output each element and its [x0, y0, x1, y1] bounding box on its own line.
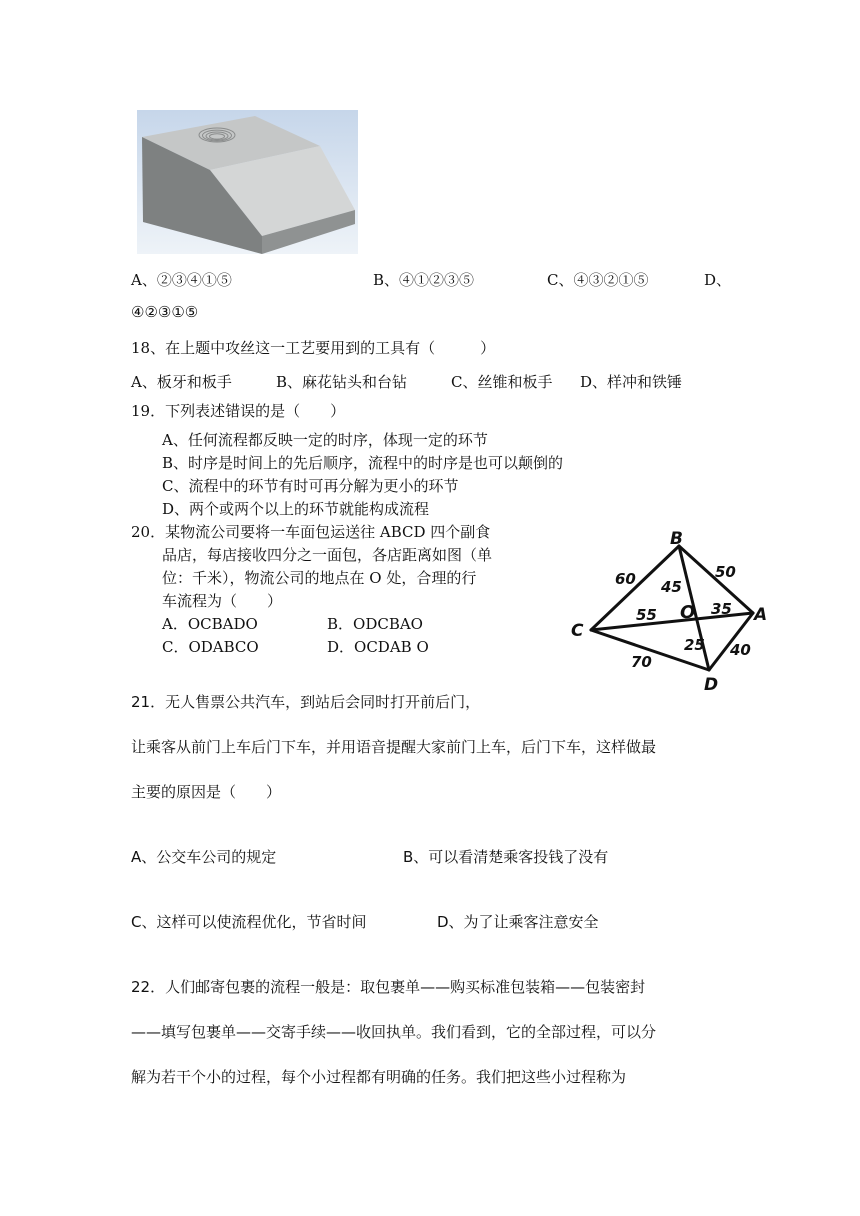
- node-label-d: D: [704, 675, 719, 695]
- q21-option-d: D、为了让乘客注意安全: [437, 913, 599, 931]
- q22-line-1: 22．人们邮寄包裹的流程一般是：取包裹单——购买标准包装箱——包装密封: [131, 978, 646, 996]
- q18-option-b: B、麻花钻头和台钻: [276, 373, 408, 391]
- q20-option-b: B．ODCBAO: [327, 615, 423, 633]
- q18-option-d: D、样冲和铁锤: [580, 373, 683, 391]
- q20-option-a: A．OCBADO: [162, 615, 258, 633]
- q20-stem-line-3: 位：千米），物流公司的地点在 O 处，合理的行: [162, 569, 477, 587]
- q19-option-c: C、流程中的环节有时可再分解为更小的环节: [162, 477, 459, 495]
- q20-stem-line-1: 20．某物流公司要将一车面包运送往 ABCD 四个副食: [131, 523, 491, 541]
- q19-stem: 19．下列表述错误的是（ ）: [131, 402, 346, 420]
- edge-label-oa: 35: [711, 600, 732, 618]
- threaded-block-figure: [137, 110, 358, 254]
- node-label-o: O: [680, 602, 696, 623]
- edge-label-cd: 70: [631, 653, 652, 671]
- edge-label-cb: 60: [615, 570, 636, 588]
- q22-line-3: 解为若干个小的过程，每个小过程都有明确的任务。我们把这些小过程称为: [131, 1068, 627, 1086]
- edge-label-od: 25: [684, 636, 705, 654]
- edge-label-ba: 50: [715, 563, 736, 581]
- q21-option-b: B、可以看清楚乘客投钱了没有: [403, 848, 609, 866]
- edge-label-ad: 40: [730, 641, 751, 659]
- q17-option-a: A、②③④①⑤: [131, 271, 232, 289]
- q17-option-d: D、: [704, 271, 732, 289]
- q20-stem-line-4: 车流程为（ ）: [162, 592, 283, 610]
- edge-label-ob: 45: [661, 578, 682, 596]
- q17-option-b: B、④①②③⑤: [373, 271, 475, 289]
- q19-option-a: A、任何流程都反映一定的时序，体现一定的环节: [162, 431, 488, 449]
- q19-option-d: D、两个或两个以上的环节就能构成流程: [162, 500, 430, 518]
- q19-option-b: B、时序是时间上的先后顺序，流程中的时序是也可以颠倒的: [162, 454, 564, 472]
- distance-graph: [566, 520, 780, 696]
- q21-stem-line-3: 主要的原因是（ ）: [131, 783, 282, 801]
- q18-stem: 18、在上题中攻丝这一工艺要用到的工具有（ ）: [131, 339, 496, 357]
- q17-option-d-continued: ④②③①⑤: [131, 303, 199, 321]
- node-label-b: B: [670, 529, 683, 549]
- q22-line-2: ——填写包裹单——交寄手续——收回执单。我们看到，它的全部过程，可以分: [131, 1023, 657, 1041]
- edge-label-co: 55: [636, 606, 657, 624]
- q21-stem-line-1: 21．无人售票公共汽车，到站后会同时打开前后门，: [131, 693, 481, 711]
- q20-option-d: D．OCDAB O: [327, 638, 429, 656]
- q21-stem-line-2: 让乘客从前门上车后门下车，并用语音提醒大家前门上车，后门下车，这样做最: [131, 738, 657, 756]
- q21-option-a: A、公交车公司的规定: [131, 848, 277, 866]
- node-label-c: C: [571, 621, 584, 641]
- q18-option-a: A、板牙和板手: [131, 373, 232, 391]
- node-label-a: A: [754, 605, 768, 625]
- q21-option-c: C、这样可以使流程优化，节省时间: [131, 913, 367, 931]
- q17-option-c: C、④③②①⑤: [547, 271, 649, 289]
- q18-option-c: C、丝锥和板手: [451, 373, 553, 391]
- q20-option-c: C．ODABCO: [162, 638, 259, 656]
- q20-stem-line-2: 品店，每店接收四分之一面包，各店距离如图（单: [162, 546, 493, 564]
